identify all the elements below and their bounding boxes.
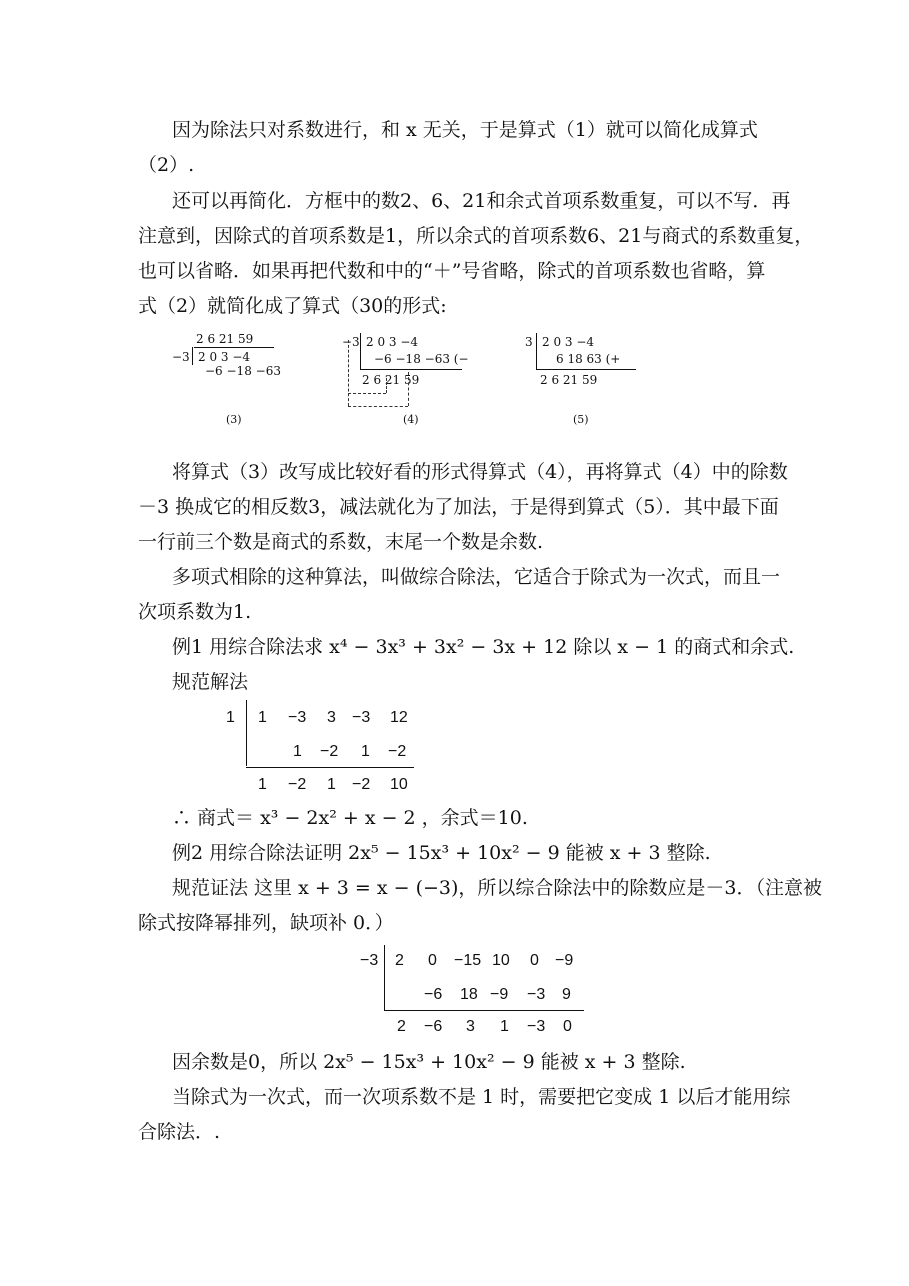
- para5-line1: 当除式为一次式，而一次项系数不是 1 时，需要把它变成 1 以后才能用综: [172, 1086, 791, 1108]
- fig4-dashed-left: [348, 340, 349, 406]
- table2-r1-c6: −9: [555, 952, 574, 969]
- fig4-dashed-inner: [348, 393, 386, 394]
- table2-r1-c2: 0: [428, 952, 437, 969]
- fig5-divisor: 3: [525, 335, 533, 349]
- table1-r1-c4: −3: [352, 709, 371, 726]
- para2-line2: 注意到，因除式的首项系数是1，所以余式的首项系数6、21与商式的系数重复，: [138, 225, 814, 247]
- table2-r1-c5: 0: [530, 952, 539, 969]
- fig3-row1: 2 0 3 −4: [198, 350, 251, 364]
- table2-sum-rule: [384, 1010, 584, 1011]
- table1-divisor: 1: [226, 709, 235, 726]
- table2-r3-c4: 1: [500, 1018, 509, 1035]
- table1-vertical-rule: [246, 700, 247, 766]
- example1-statement: 例1 用综合除法求 x⁴ − 3x³ + 3x² − 3x + 12 除以 x − 1 的商式和余式.: [172, 636, 795, 658]
- table2-r3-c5: −3: [527, 1018, 546, 1035]
- para3-line1: 将算式（3）改写成比较好看的形式得算式（4），再将算式（4）中的除数: [172, 461, 788, 483]
- table1-r1-c3: 3: [327, 709, 336, 726]
- table1-r2-c2: −2: [320, 743, 339, 760]
- example2-proof-line1: 规范证法 这里 x + 3 = x − (−3)，所以综合除法中的除数应是－3．（注意被: [172, 877, 823, 899]
- para2-line1: 还可以再简化．方框中的数2、6、21和余式首项系数重复，可以不写．再: [172, 190, 791, 212]
- fig3-row2: −6 −18 −63: [205, 364, 281, 378]
- fig3-bracket: [192, 347, 193, 365]
- para5-line2: 合除法．.: [138, 1121, 221, 1143]
- table2-r2-c1: −6: [424, 986, 443, 1003]
- table2-r2-c3: −9: [490, 986, 509, 1003]
- fig4-sum-rule: [360, 369, 462, 370]
- table2-vertical-rule: [384, 945, 385, 1011]
- table1-r3-c1: 1: [258, 776, 267, 793]
- table1-r1-c5: 12: [390, 709, 408, 726]
- fig4-label: (4): [403, 413, 419, 426]
- example2-statement: 例2 用综合除法证明 2x⁵ − 15x³ + 10x² − 9 能被 x + 3 整除.: [172, 842, 711, 864]
- table2-r2-c2: 18: [460, 986, 478, 1003]
- para2-line4: 式（2）就简化成了算式（30的形式:: [138, 295, 447, 317]
- table1-r3-c4: −2: [352, 776, 371, 793]
- example2-conclusion: 因余数是0，所以 2x⁵ − 15x³ + 10x² − 9 能被 x + 3 整除.: [172, 1051, 686, 1073]
- table2-divisor: −3: [360, 952, 379, 969]
- table2-r1-c1: 2: [395, 952, 404, 969]
- table2-r3-c2: −6: [424, 1018, 443, 1035]
- fig4-dashed-bottom: [348, 406, 408, 407]
- para4-line2: 次项系数为1.: [138, 601, 252, 623]
- table2-r2-c4: −3: [527, 986, 546, 1003]
- fig5-sum-rule: [536, 369, 636, 370]
- table2-r2-c5: 9: [562, 986, 571, 1003]
- para3-line2: －3 换成它的相反数3，减法就化为了加法，于是得到算式（5）．其中最下面: [138, 496, 779, 518]
- fig3-label: (3): [226, 413, 242, 426]
- fig4-dashed-v2: [408, 372, 409, 406]
- example1-result: ∴ 商式＝ x³ − 2x² + x − 2 ，余式＝10.: [172, 807, 528, 829]
- table1-r3-c2: −2: [288, 776, 307, 793]
- table1-sum-rule: [246, 767, 414, 768]
- para3-line3: 一行前三个数是商式的系数，末尾一个数是余数.: [138, 531, 544, 553]
- table2-r3-c6: 0: [563, 1018, 572, 1035]
- para4-line1: 多项式相除的这种算法，叫做综合除法，它适合于除式为一次式，而且一: [172, 566, 781, 588]
- table1-r1-c2: −3: [288, 709, 307, 726]
- table1-r3-c5: 10: [390, 776, 408, 793]
- example1-solution-heading: 规范解法: [172, 671, 249, 693]
- table2-r3-c1: 2: [397, 1018, 406, 1035]
- fig3-quotient: 2 6 21 59: [196, 332, 254, 346]
- para1-line2: （2）.: [138, 154, 195, 176]
- fig4-row2: −6 −18 −63 (−: [374, 352, 469, 366]
- table2-r1-c3: −15: [454, 952, 482, 969]
- fig5-row2: 6 18 63 (+: [556, 352, 621, 366]
- table1-r3-c3: 1: [327, 776, 336, 793]
- para2-line3: 也可以省略．如果再把代数和中的“＋”号省略，除式的首项系数也省略，算: [138, 260, 766, 282]
- fig4-row3: 2 6 21 59: [362, 373, 420, 387]
- fig4-dashed-v1: [386, 378, 387, 393]
- fig5-row1: 2 0 3 −4: [542, 335, 595, 349]
- fig4-divisor: −3: [342, 335, 360, 349]
- fig4-row1: 2 0 3 −4: [366, 335, 419, 349]
- table1-r2-c4: −2: [388, 743, 407, 760]
- table2-r1-c4: 10: [492, 952, 510, 969]
- fig5-label: (5): [573, 413, 589, 426]
- fig3-divisor: −3: [172, 350, 190, 364]
- para1-line1: 因为除法只对系数进行，和 x 无关，于是算式（1）就可以简化成算式: [172, 119, 758, 141]
- example2-proof-line2: 除式按降幂排列，缺项补 0．）: [138, 912, 394, 934]
- fig4-vertical-rule: [360, 333, 361, 369]
- table1-r2-c3: 1: [361, 743, 370, 760]
- fig5-vertical-rule: [536, 333, 537, 369]
- table2-r3-c3: 3: [466, 1018, 475, 1035]
- fig5-row3: 2 6 21 59: [540, 373, 598, 387]
- fig3-top-rule: [194, 347, 274, 348]
- table1-r1-c1: 1: [258, 709, 267, 726]
- table1-r2-c1: 1: [293, 743, 302, 760]
